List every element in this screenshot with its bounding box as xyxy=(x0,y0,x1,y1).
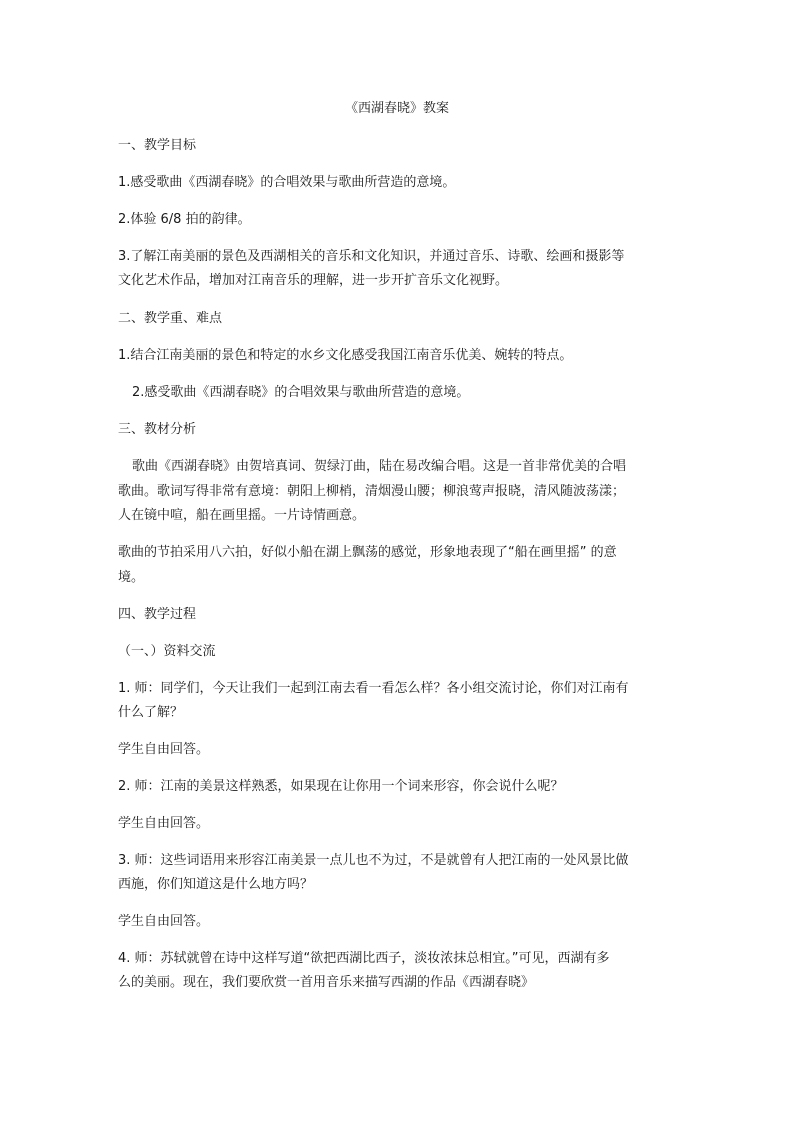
process-line-6: 3. 师：这些词语用来形容江南美景一点儿也不为过，不是就曾有人把江南的一处风景比做 xyxy=(118,853,629,868)
process-subheading: （一、）资料交流 xyxy=(118,644,216,659)
keypoint-item-2: 2.感受歌曲《西湖春晓》的合唱效果与歌曲所营造的意境。 xyxy=(132,385,470,400)
analysis-line-1: 歌曲《西湖春晓》由贺培真词、贺绿汀曲，陆在易改编合唱。这是一首非常优美的合唱 xyxy=(132,459,627,474)
keypoint-item-1: 1.结合江南美丽的景色和特定的水乡文化感受我国江南音乐优美、婉转的特点。 xyxy=(118,348,573,363)
analysis-line-5: 境。 xyxy=(118,570,145,585)
process-line-5: 学生自由回答。 xyxy=(118,816,210,831)
analysis-line-3: 人在镜中喧，船在画里摇。一片诗情画意。 xyxy=(118,508,366,523)
process-line-1: 1. 师：同学们，今天让我们一起到江南去看一看怎么样？各小组交流讨论，你们对江南有 xyxy=(118,681,629,696)
section-heading-process: 四、教学过程 xyxy=(118,607,197,622)
goal-item-2: 2.体验 6/8 拍的韵律。 xyxy=(118,212,251,227)
process-line-9: 4. 师：苏轼就曾在诗中这样写道“欲把西湖比西子，淡妆浓抹总相宜。”可见，西湖有多 xyxy=(118,951,610,966)
process-line-7: 西施，你们知道这是什么地方吗？ xyxy=(118,877,314,892)
goal-item-3-line-2: 文化艺术作品，增加对江南音乐的理解，进一步开扩音乐文化视野。 xyxy=(118,273,509,288)
process-line-10: 么的美丽。现在，我们要欣赏一首用音乐来描写西湖的作品《西湖春晓》 xyxy=(118,975,535,990)
goal-item-3-line-1: 3.了解江南美丽的景色及西湖相关的音乐和文化知识，并通过音乐、诗歌、绘画和摄影等 xyxy=(118,249,625,264)
analysis-line-2: 歌曲。歌词写得非常有意境：朝阳上柳梢，清烟漫山腰；柳浪莺声报晓，清风随波荡漾； xyxy=(118,484,626,499)
document-title: 《西湖春晓》教案 xyxy=(344,101,449,116)
section-heading-analysis: 三、教材分析 xyxy=(118,422,197,437)
analysis-line-4: 歌曲的节拍采用八六拍，好似小船在湖上飘荡的感觉，形象地表现了“船在画里摇” 的意 xyxy=(118,545,617,560)
process-line-2: 什么了解？ xyxy=(118,705,184,720)
section-heading-keypoints: 二、教学重、难点 xyxy=(118,311,223,326)
section-heading-goals: 一、教学目标 xyxy=(118,138,197,153)
process-line-4: 2. 师：江南的美景这样熟悉，如果现在让你用一个词来形容，你会说什么呢？ xyxy=(118,779,564,794)
process-line-3: 学生自由回答。 xyxy=(118,742,210,757)
process-line-8: 学生自由回答。 xyxy=(118,914,210,929)
goal-item-1: 1.感受歌曲《西湖春晓》的合唱效果与歌曲所营造的意境。 xyxy=(118,175,456,190)
